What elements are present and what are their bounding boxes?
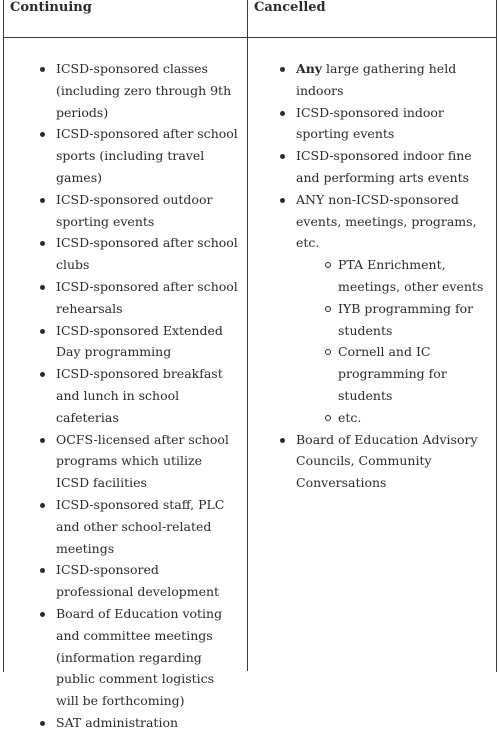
sub-list-item: IYB programming for students [296,298,492,342]
list-item [248,58,496,102]
list-item: ICSD-sponsored professional development [4,559,247,603]
emphasis-any: Any [296,61,323,76]
cancelled-list [248,58,496,494]
continuing-cell [4,38,248,730]
sub-list-item: etc. [296,407,492,429]
list-item: ICSD-sponsored after school sports (including travel games) [4,123,247,188]
list-item: ICSD-sponsored indoor sporting events [248,102,496,146]
list-item: ICSD-sponsored after school rehearsals [4,276,247,320]
list-item: ICSD-sponsored staff, PLC and other school-related meetings [4,494,247,559]
cancelled-cell [248,38,496,671]
list-item-text: large gathering held indoors [296,61,457,98]
list-item: ICSD-sponsored classes (including zero through 9th periods) [4,58,247,123]
list-item: Board of Education Advisory Councils, Community Conversations [248,429,496,494]
cancelled-header: Cancelled [254,0,326,15]
list-item [248,189,496,429]
table-body-row [4,38,496,730]
list-item: ICSD-sponsored Extended Day programming [4,320,247,364]
list-item: OCFS-licensed after school programs which utilize ICSD facilities [4,429,247,494]
table-header-row [4,0,496,38]
list-item: ICSD-sponsored outdoor sporting events [4,189,247,233]
list-item: ICSD-sponsored after school clubs [4,232,247,276]
non-icsd-sublist [296,254,492,428]
sub-list-item: Cornell and IC programming for students [296,341,492,406]
list-item: Board of Education voting and committee meetings (information regarding public comment logistics will be forthcoming) [4,603,247,712]
continuing-header: Continuing [4,0,248,37]
continuing-list [4,58,247,734]
list-item: ICSD-sponsored indoor fine and performing arts events [248,145,496,189]
sub-list-item: PTA Enrichment, meetings, other events [296,254,492,298]
events-table [3,0,497,730]
list-item-text: ANY non-ICSD-sponsored events, meetings, programs, etc. [296,191,477,251]
list-item: ICSD-sponsored breakfast and lunch in school cafeterias [4,363,247,428]
list-item: SAT administration [4,712,247,734]
